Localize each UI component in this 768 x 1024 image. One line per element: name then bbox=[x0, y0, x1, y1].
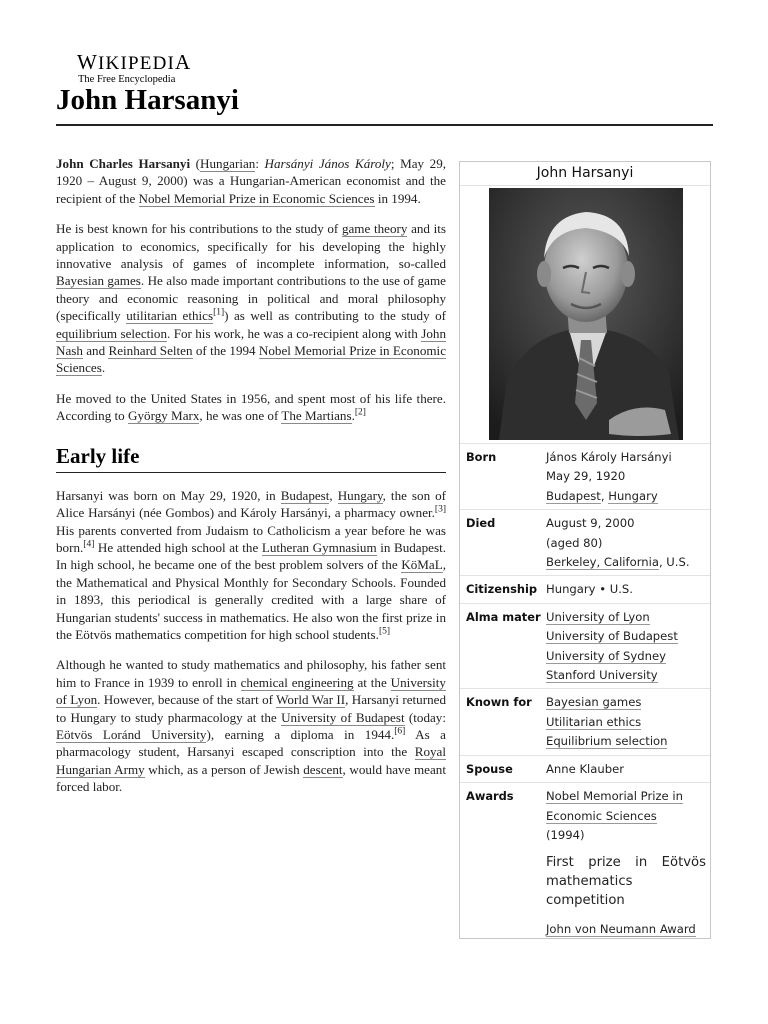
label-alma-mater: Alma mater bbox=[466, 609, 541, 624]
link-world-war-ii[interactable]: World War II bbox=[276, 692, 346, 708]
link-alma-stanford[interactable]: Stanford University bbox=[546, 668, 658, 683]
link-reinhard-selten[interactable]: Reinhard Selten bbox=[108, 343, 193, 359]
link-gyorgy-marx[interactable]: György Marx bbox=[128, 408, 200, 424]
intro-paragraph-1: John Charles Harsanyi (Hungarian: Harsányi János Károly; May 29, 1920 – August 9, 2000) was a Hungarian-American economist and the recipient of the Nobel Memorial Prize in Economic Sciences in 1994. bbox=[56, 156, 447, 206]
citation-1[interactable]: [1] bbox=[213, 307, 225, 318]
link-nobel-prize-2[interactable]: Nobel Memorial Prize in Economic Sciences bbox=[56, 343, 447, 376]
citation-6[interactable]: [6] bbox=[394, 726, 406, 737]
intro-paragraph-3: He moved to the United States in 1956, and spent most of his life there. According to György Marx, he was one of The Martians.[2] bbox=[56, 390, 446, 424]
link-university-of-budapest[interactable]: University of Budapest bbox=[281, 709, 405, 725]
infobox-row-born bbox=[460, 443, 710, 509]
page-title: John Harsanyi bbox=[56, 84, 239, 116]
link-game-theory[interactable]: game theory bbox=[341, 221, 408, 237]
label-known-for: Known for bbox=[466, 695, 532, 710]
label-spouse: Spouse bbox=[466, 761, 513, 776]
logo-wordmark: WIKIPEDIA bbox=[77, 50, 192, 74]
label-awards: Awards bbox=[466, 789, 514, 804]
link-nobel-prize[interactable]: Nobel Memorial Prize in Economic Sciences bbox=[138, 190, 375, 206]
died-date: August 9, 2000 bbox=[546, 516, 635, 531]
value-died bbox=[546, 514, 710, 572]
wikipedia-logo[interactable] bbox=[77, 52, 191, 86]
citation-3[interactable]: [3] bbox=[434, 504, 446, 515]
infobox-row-alma-mater bbox=[460, 603, 710, 689]
link-lutheran-gymnasium[interactable]: Lutheran Gymnasium bbox=[261, 539, 377, 555]
link-descent[interactable]: descent bbox=[303, 761, 343, 777]
citation-4[interactable]: [4] bbox=[83, 539, 95, 550]
link-alma-sydney[interactable]: University of Sydney bbox=[546, 648, 666, 663]
logo-tagline: The Free Encyclopedia bbox=[78, 74, 176, 85]
value-known-for bbox=[546, 693, 710, 751]
value-awards bbox=[546, 787, 710, 940]
link-chemical-engineering[interactable]: chemical engineering bbox=[240, 674, 354, 690]
native-name: Harsányi János Károly bbox=[264, 156, 391, 171]
link-alma-budapest[interactable]: University of Budapest bbox=[546, 629, 678, 644]
label-citizenship: Citizenship bbox=[466, 582, 538, 597]
infobox-row-awards bbox=[460, 782, 710, 943]
link-born-budapest[interactable]: Budapest bbox=[546, 488, 601, 503]
value-spouse: Anne Klauber bbox=[546, 761, 624, 776]
link-hungarian[interactable]: Hungarian bbox=[200, 156, 256, 171]
died-age: (aged 80) bbox=[546, 535, 603, 550]
article-body bbox=[56, 155, 446, 809]
subject-name: John Charles Harsanyi bbox=[56, 156, 191, 171]
born-place: Budapest, Hungary bbox=[546, 488, 658, 503]
infobox-title: John Harsanyi bbox=[460, 162, 710, 186]
value-citizenship: Hungary • U.S. bbox=[546, 582, 633, 597]
infobox-rows bbox=[460, 443, 710, 943]
link-known-equilibrium[interactable]: Equilibrium selection bbox=[546, 734, 668, 749]
link-university-of-lyon[interactable]: University of Lyon bbox=[56, 674, 446, 708]
infobox-row-citizenship bbox=[460, 575, 710, 602]
link-budapest[interactable]: Budapest bbox=[280, 487, 330, 503]
link-eotvos-lorand-university[interactable]: Eötvös Loránd University bbox=[56, 726, 207, 742]
born-name: János Károly Harsányi bbox=[546, 450, 672, 464]
award-first-prize: First prize in Eötvös mathematics competition bbox=[546, 855, 706, 909]
citation-2[interactable]: [2] bbox=[354, 407, 366, 418]
section-heading-early-life: Early life bbox=[56, 443, 446, 473]
link-alma-lyon[interactable]: University of Lyon bbox=[546, 609, 650, 624]
infobox bbox=[459, 161, 711, 939]
infobox-row-died bbox=[460, 509, 710, 575]
infobox-row-known-for bbox=[460, 688, 710, 754]
value-born bbox=[546, 448, 710, 506]
link-known-bayesian[interactable]: Bayesian games bbox=[546, 695, 642, 710]
value-alma-mater bbox=[546, 608, 710, 686]
link-award-von-neumann[interactable]: John von Neumann Award bbox=[546, 922, 696, 937]
label-died: Died bbox=[466, 516, 496, 531]
link-berkeley[interactable]: Berkeley, California bbox=[546, 555, 659, 570]
intro-paragraph-2: He is best known for his contributions to the study of game theory and its application to economics, specifically for his developing the highly innovative analysis of games of incomplete information, so-called Bayesian games. He also made important contributions to the use of game theory and economic reasoning in political and moral philosophy (specifically utilitarian ethics[1]) as well as contributing to the study of equilibrium selection. For his work, he was a co-recipient along with John Nash and Reinhard Selten of the 1994 Nobel Memorial Prize in Economic Sciences. bbox=[56, 221, 447, 376]
link-royal-hungarian-army[interactable]: Royal Hungarian Army bbox=[56, 744, 446, 777]
early-paragraph-2: Although he wanted to study mathematics and philosophy, his father sent him to France in 1939 to enroll in chemical engineering at the University of Lyon. However, because of the start of World War II, Harsanyi returned to Hungary to study pharmacology at the University of Budapest (today: Eötvös Loránd University), earning a diploma in 1944.[6] As a pharmacology student, Harsanyi escaped conscription into the Royal Hungarian Army which, as a person of Jewish descent, would have meant forced labor. bbox=[56, 657, 446, 795]
early-paragraph-1: Harsanyi was born on May 29, 1920, in Budapest, Hungary, the son of Alice Harsányi (née Gombos) and Károly Harsányi, a pharmacy owner.[3] His parents converted from Judaism to Catholicism a year before he was born.[4] He attended high school at the Lutheran Gymnasium in Budapest. In high school, he became one of the best problem solvers of the KöMaL, the Mathematical and Physical Monthly for Secondary Schools. Founded in 1893, this periodical is generally credited with a large share of Hungarian students' success in mathematics. He also won the first prize in the Eötvös mathematics competition for high school students.[5] bbox=[56, 487, 447, 642]
label-born: Born bbox=[466, 450, 497, 464]
citation-5[interactable]: [5] bbox=[378, 626, 391, 637]
title-divider bbox=[56, 124, 713, 126]
link-john-nash[interactable]: John Nash bbox=[56, 325, 446, 359]
link-komal[interactable]: KöMaL bbox=[401, 557, 443, 573]
link-award-nobel[interactable]: Nobel Memorial Prize in Economic Sciences bbox=[546, 789, 683, 823]
link-utilitarian-ethics[interactable]: utilitarian ethics bbox=[126, 308, 214, 324]
born-date: May 29, 1920 bbox=[546, 469, 626, 484]
infobox-row-spouse bbox=[460, 755, 710, 782]
link-the-martians[interactable]: The Martians bbox=[281, 408, 352, 424]
link-known-utilitarian[interactable]: Utilitarian ethics bbox=[546, 714, 642, 729]
link-hungary[interactable]: Hungary bbox=[337, 487, 383, 503]
died-place: Berkeley, California, U.S. bbox=[546, 555, 690, 570]
link-equilibrium-selection[interactable]: equilibrium selection bbox=[56, 325, 168, 341]
link-born-hungary[interactable]: Hungary bbox=[608, 488, 658, 503]
portrait-photo[interactable] bbox=[489, 188, 683, 440]
award-nobel-year: (1994) bbox=[546, 827, 585, 842]
link-bayesian-games[interactable]: Bayesian games bbox=[56, 273, 141, 289]
